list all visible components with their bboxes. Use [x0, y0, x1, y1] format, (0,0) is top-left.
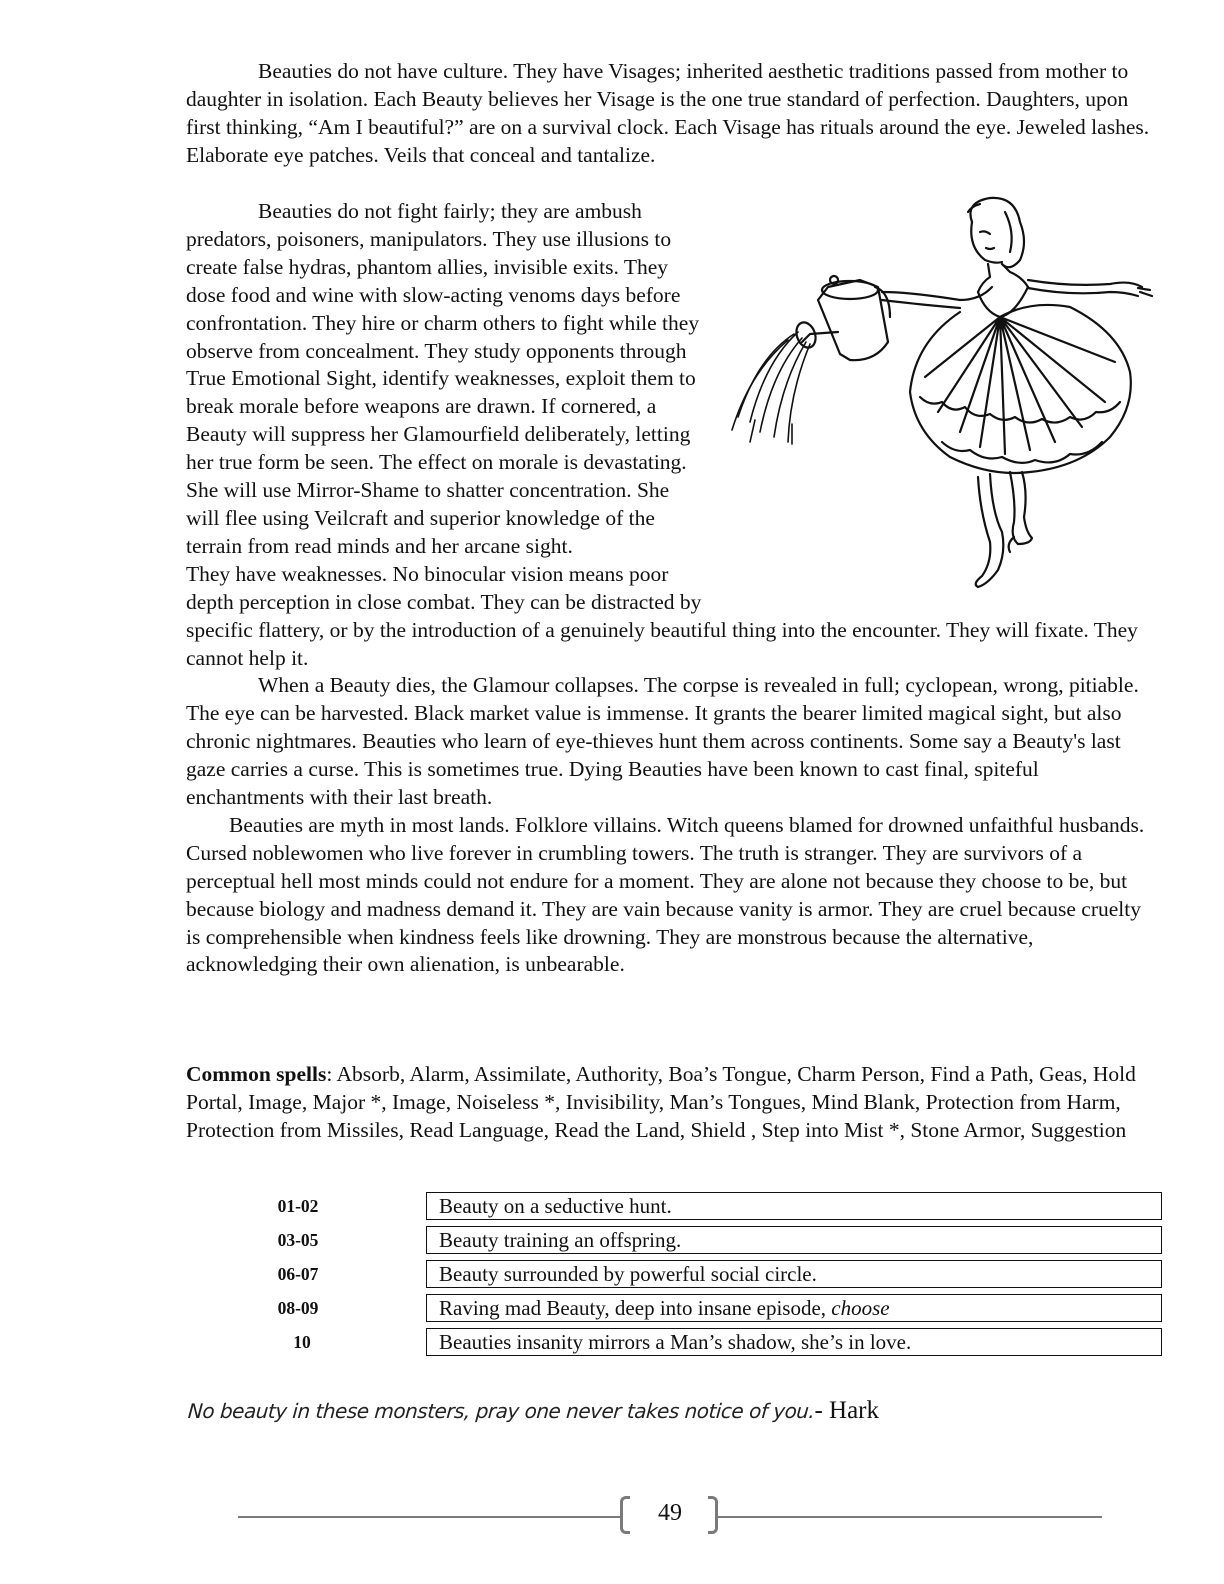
roll-range: 08-09	[277, 1298, 319, 1318]
page-number: 49	[658, 1500, 682, 1526]
encounter-text: Beauty on a seductive hunt.	[439, 1194, 672, 1218]
legs-icon	[976, 472, 1032, 587]
roll-range: 03-05	[277, 1230, 319, 1250]
table-row	[250, 1192, 1162, 1220]
common-spells	[186, 1061, 1146, 1145]
encounter-text: Beauty training an offspring.	[439, 1228, 682, 1252]
table-row	[250, 1294, 1162, 1322]
encounter-entry	[426, 1328, 1162, 1356]
encounter-entry	[426, 1192, 1162, 1220]
paragraph-death: When a Beauty dies, the Glamour collapses. The corpse is revealed in full; cyclopean, wrong, pitiable. The eye can be harvested. Black market value is immense. It grants the bearer limited magical sight, but also chronic nightmares. Beauties who learn of eye-thieves hunt them across continents. Some say a Beauty's last gaze carries a curse. This is sometimes true. Dying Beauties have been known to cast final, spiteful enchantments with their last breath.	[186, 673, 1139, 810]
paragraph-visages	[186, 58, 1154, 170]
right-bracket-icon	[708, 1496, 718, 1534]
footer-rule-left	[238, 1516, 622, 1518]
paragraph-myth: Beauties are myth in most lands. Folklore villains. Witch queens blamed for drowned unfaithful husbands. Cursed noblewomen who live forever in crumbling towers. The truth is stranger. They are survivors of a perceptual hell most minds could not endure for a moment. They are alone not because they choose to be, but because biology and madness demand it. They are vain because vanity is armor. They are cruel because cruelty is comprehensible when kindness feels like drowning. They are monstrous because the alternative, acknowledging their own alienation, is unbearable.	[186, 812, 1145, 977]
roll-range: 10	[293, 1332, 311, 1352]
encounter-entry	[426, 1260, 1162, 1288]
table-row	[250, 1260, 1162, 1288]
paragraph-visages-text: Beauties do not have culture. They have Visages; inherited aesthetic traditions passed from mother to daughter in isolation. Each Beauty believes her Visage is the one true standard of perfection. Daughters, upon first thinking, “Am I beautiful?” are on a survival clock. Each Visage has rituals around the eye. Jeweled lashes. Elaborate eye patches. Veils that conceal and tantalize.	[186, 59, 1150, 167]
table-row	[250, 1328, 1162, 1356]
wrapped-section	[186, 198, 1154, 979]
encounter-text: Beauties insanity mirrors a Man’s shadow, she’s in love.	[439, 1330, 912, 1354]
quote-attribution: - Hark	[814, 1397, 880, 1424]
quote-text: No beauty in these monsters, pray one never takes notice of you.	[187, 1399, 816, 1423]
water-stream-icon	[732, 332, 810, 444]
page-footer	[238, 1494, 1102, 1536]
common-spells-list: : Absorb, Alarm, Assimilate, Authority, Boa’s Tongue, Charm Person, Find a Path, Geas, Hold Portal, Image, Major *, Image, Noiseless *, Invisibility, Man’s Tongues, Mind Blank, Protection from Harm, Protection from Missiles, Read Language, Read the Land, Shield , Step into Mist *, Stone Armor, Suggestion	[186, 1062, 1136, 1142]
roll-range: 06-07	[277, 1264, 319, 1284]
tutu-icon	[910, 305, 1131, 473]
dancer-watering-can-illustration	[710, 192, 1160, 597]
footer-rule-right	[718, 1516, 1102, 1518]
encounter-text: Beauty surrounded by powerful social circle.	[439, 1262, 817, 1286]
quote	[188, 1397, 879, 1425]
head-icon	[968, 198, 1024, 267]
encounter-italic-text: choose	[831, 1296, 890, 1320]
encounter-table	[250, 1192, 1162, 1362]
encounter-entry	[426, 1294, 1162, 1322]
encounter-entry	[426, 1226, 1162, 1254]
common-spells-label: Common spells	[186, 1062, 327, 1086]
left-bracket-icon	[620, 1496, 630, 1534]
encounter-text: Raving mad Beauty, deep into insane episode,	[439, 1296, 832, 1320]
roll-range: 01-02	[277, 1196, 319, 1216]
paragraph-tactics: Beauties do not fight fairly; they are ambush predators, poisoners, manipulators. They use illusions to create false hydras, phantom allies, invisible exits. They dose food and wine with slow-acting venoms days before confrontation. They hire or charm others to fight while they observe from concealment. They study opponents through True Emotional Sight, identify weaknesses, exploit them to break morale before weapons are drawn. If cornered, a Beauty will suppress her Glamourfield deliberately, letting her true form be seen. The effect on morale is devastating. She will use Mirror-Shame to shatter concentration. She will flee using Veilcraft and superior knowledge of the terrain from read minds and her arcane sight.	[186, 199, 700, 558]
paragraph-weaknesses: They have weaknesses. No binocular vision means poor depth perception in close combat. They can be distracted by specific flattery, or by the introduction of a genuinely beautiful thing into the encounter. They will fixate. They cannot help it.	[186, 561, 1138, 670]
watering-can-icon	[793, 276, 890, 360]
table-row	[250, 1226, 1162, 1254]
